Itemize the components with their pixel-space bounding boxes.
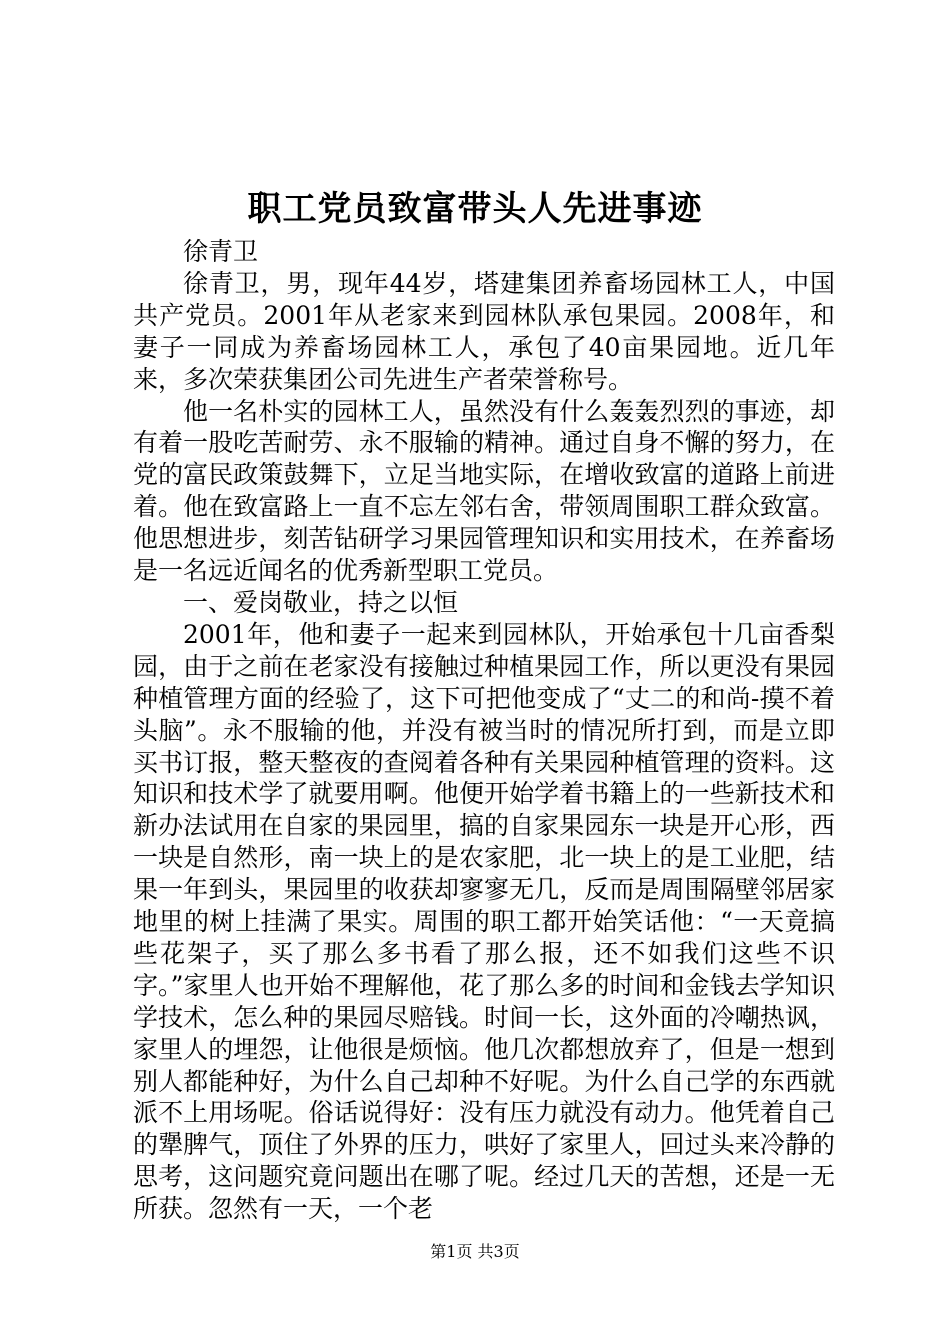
- paragraph-story: 2001年，他和妻子一起来到园林队，开始承包十几亩香梨园，由于之前在老家没有接触过种植果园工作，所以更没有果园种植管理方面的经验了，这下可把他变成了“丈二的和尚-摸不着头脑”。永不服输的他，并没有被当时的情况所打到，而是立即买书订报，整天整夜的查阅着各种有关果园种植管理的资料。这知识和技术学了就要用啊。他便开始学着书籍上的一些新技术和新办法试用在自家的果园里，搞的自家果园东一块是开心形，西一块是自然形，南一块上的是农家肥，北一块上的是工业肥，结果一年到头，果园里的收获却寥寥无几，反而是周围隔壁邻居家地里的树上挂满了果实。周围的职工都开始笑话他：“一天竟搞些花架子，买了那么多书看了那么报，还不如我们这些不识字。”家里人也开始不理解他，花了那么多的时间和金钱去学知识学技术，怎么种的果园尽赔钱。时间一长，这外面的冷嘲热讽，家里人的埋怨，让他很是烦恼。他几次都想放弃了，但是一想到别人都能种好，为什么自己却种不好呢。为什么自己学的东西就派不上用场呢。俗话说得好：没有压力就没有动力。他凭着自己的犟脾气，顶住了外界的压力，哄好了家里人，回过头来冷静的思考，这问题究竟问题出在哪了呢。经过几天的苦想，还是一无所获。忽然有一天，一个老: [133, 619, 835, 1224]
- document-body: [133, 236, 835, 1225]
- document-title: 职工党员致富带头人先进事迹: [247, 189, 703, 229]
- section-heading: 一、爱岗敬业，持之以恒: [183, 587, 459, 617]
- paragraph-intro: 徐青卫，男，现年44岁，塔建集团养畜场园林工人，中国共产党员。2001年从老家来到园林队承包果园。2008年，和妻子一同成为养畜场园林工人，承包了40亩果园地。近几年来，多次荣获集团公司先进生产者荣誉称号。: [133, 268, 835, 394]
- page-footer: 第1页 共3页: [430, 1242, 520, 1261]
- author-line: 徐青卫: [183, 237, 259, 266]
- paragraph-character: 他一名朴实的园林工人，虽然没有什么轰轰烈烈的事迹，却有着一股吃苦耐劳、永不服输的精神。通过自身不懈的努力，在党的富民政策鼓舞下，立足当地实际，在增收致富的道路上前进着。他在致富路上一直不忘左邻右舍，带领周围职工群众致富。他思想进步，刻苦钻研学习果园管理知识和实用技术，在养畜场是一名远近闻名的优秀新型职工党员。: [133, 396, 835, 586]
